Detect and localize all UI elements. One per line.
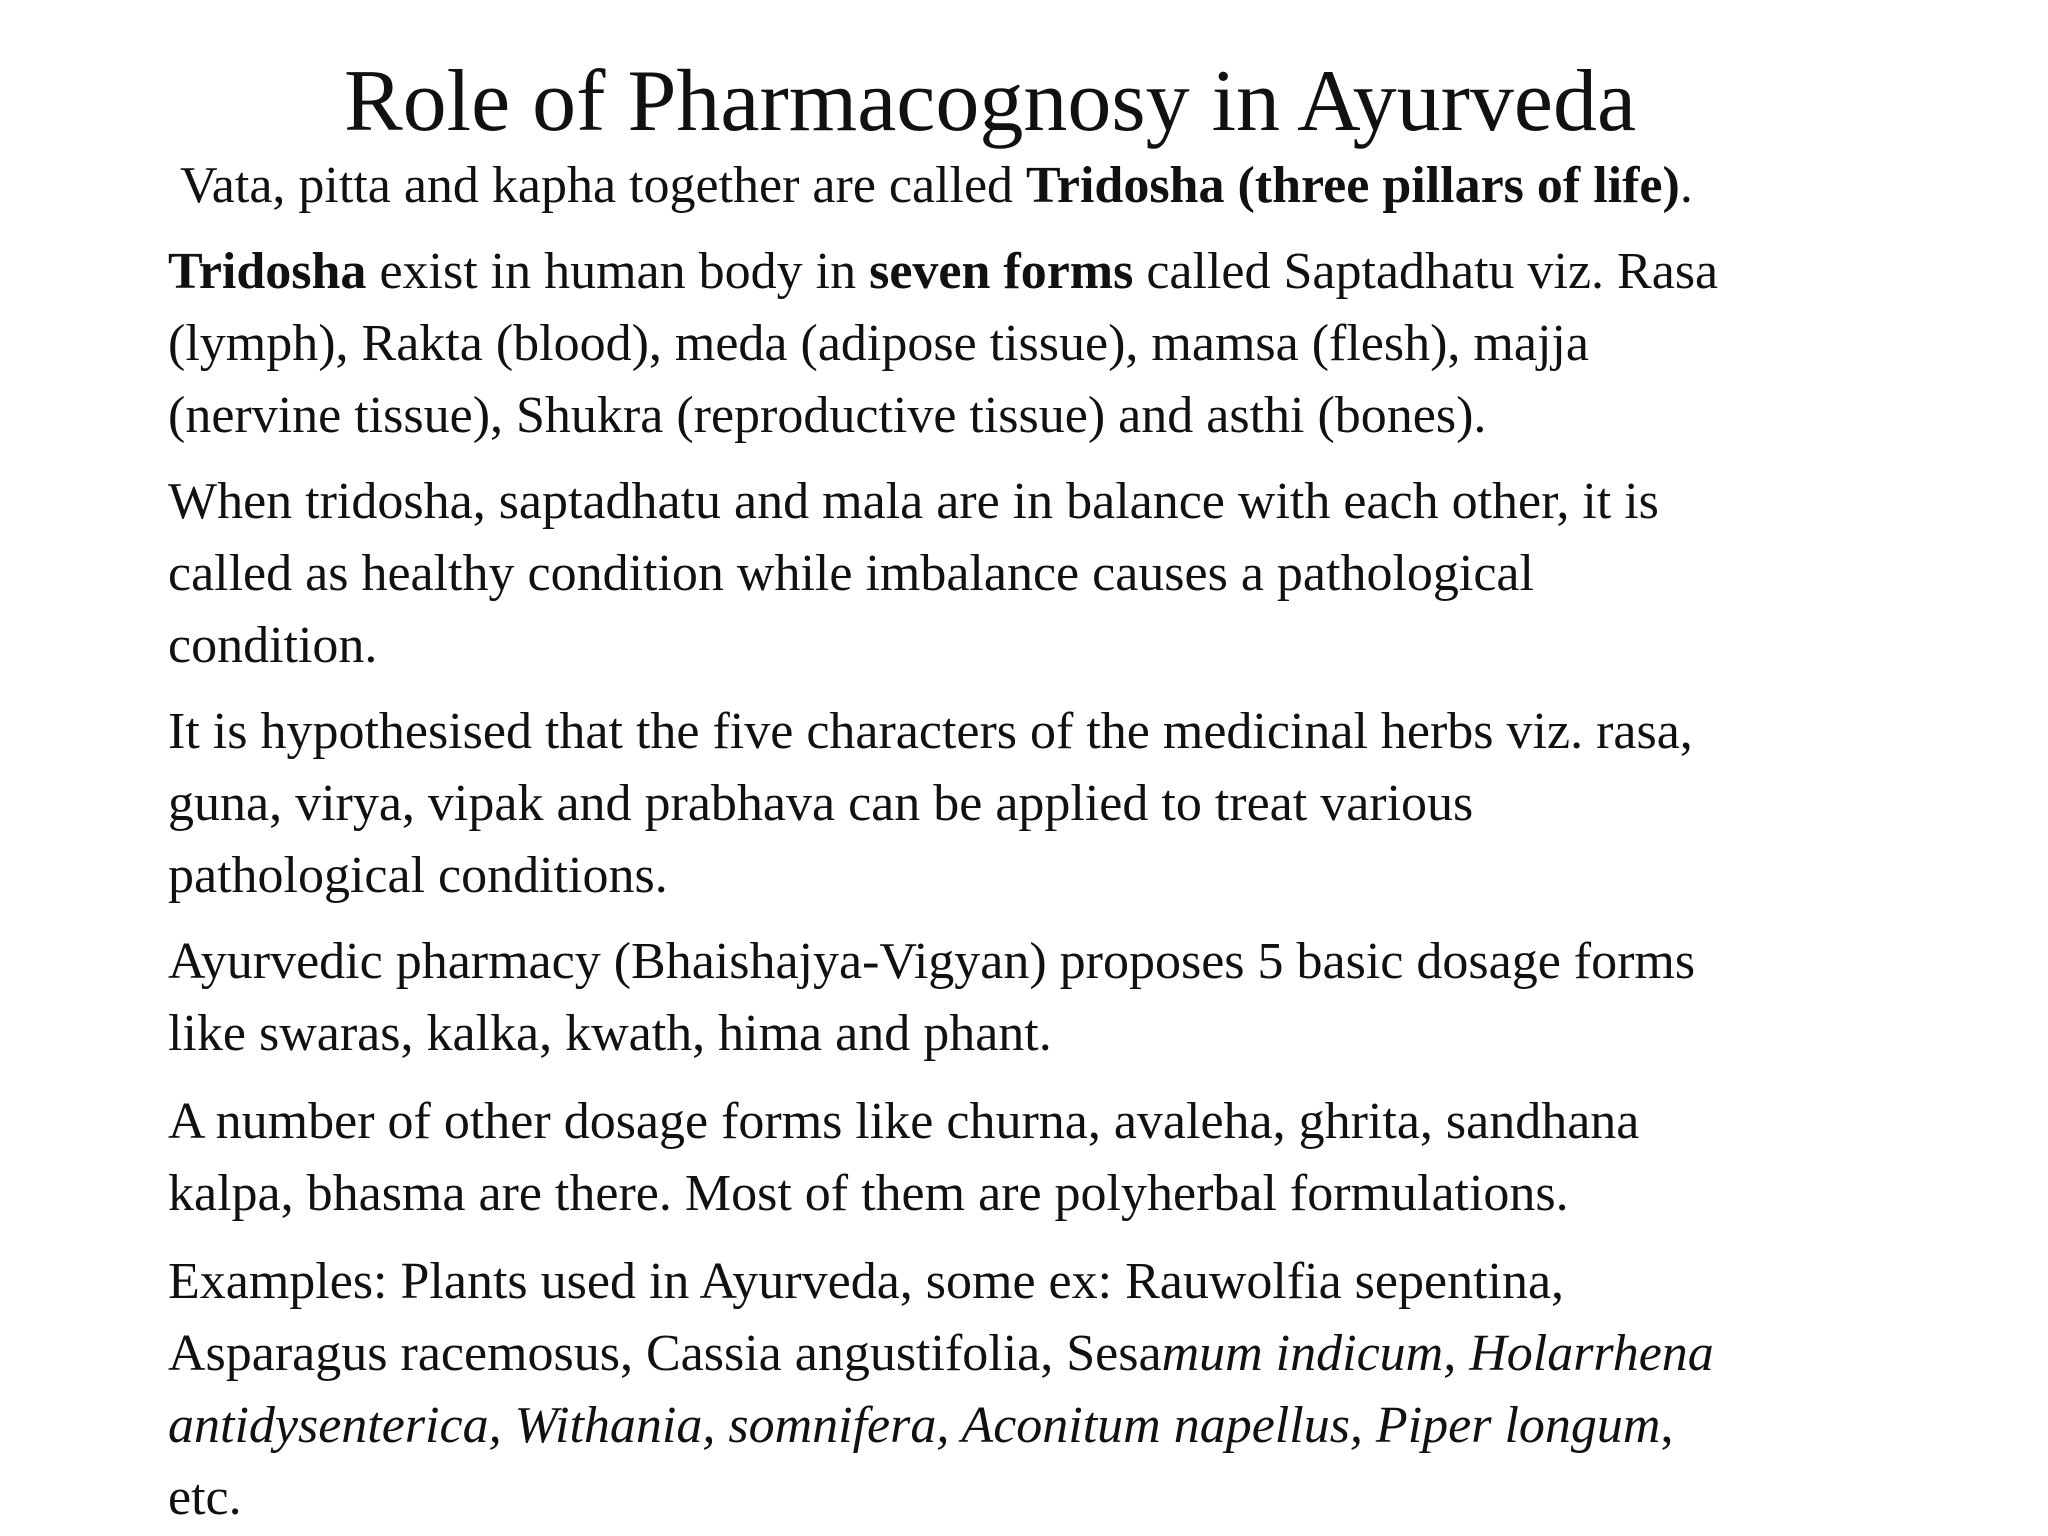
paragraph-line: (nervine tissue), Shukra (reproductive tissue) and asthi (bones).: [168, 387, 1487, 444]
paragraph-line: Asparagus racemosus, Cassia angustifolia, Sesamum indicum, Holarrhena: [168, 1325, 1714, 1382]
paragraph-line: When tridosha, saptadhatu and mala are in balance with each other, it is: [168, 473, 1659, 530]
paragraph-line: Examples: Plants used in Ayurveda, some ex: Rauwolfia sepentina,: [168, 1253, 1565, 1310]
paragraph-line: pathological conditions.: [168, 847, 668, 904]
paragraph-other-forms: [168, 1086, 2018, 1230]
bold-term: seven forms: [869, 243, 1134, 300]
paragraph-line: antidysenterica, Withania, somnifera, Aconitum napellus, Piper longum,: [168, 1397, 1674, 1454]
paragraph-line: Ayurvedic pharmacy (Bhaishajya-Vigyan) proposes 5 basic dosage forms: [168, 933, 1696, 990]
paragraph-line: guna, virya, vipak and prabhava can be applied to treat various: [168, 775, 1474, 832]
slide-title-text: Role of Pharmacognosy in Ayurveda: [343, 53, 1637, 150]
paragraph-line: kalpa, bhasma are there. Most of them are polyherbal formulations.: [168, 1165, 1569, 1222]
paragraph-line: called as healthy condition while imbalance causes a pathological: [168, 545, 1534, 602]
bold-term: Tridosha (three pillars of life): [1026, 157, 1680, 214]
paragraph-tridosha-definition: [180, 150, 2030, 222]
paragraph-herb-characters: [168, 696, 2018, 912]
paragraph-saptadhatu: [168, 236, 2018, 452]
paragraph-line: (lymph), Rakta (blood), meda (adipose tissue), mamsa (flesh), majja: [168, 315, 1589, 372]
paragraph-examples: [168, 1246, 2018, 1534]
paragraph-line: etc.: [168, 1469, 242, 1526]
paragraph-line: A number of other dosage forms like churna, avaleha, ghrita, sandhana: [168, 1093, 1640, 1150]
bold-term: Tridosha: [168, 243, 367, 300]
slide-title: [0, 52, 2048, 152]
paragraph-line: Vata, pitta and kapha together are called Tridosha (three pillars of life).: [180, 157, 1693, 214]
paragraph-line: It is hypothesised that the five characters of the medicinal herbs viz. rasa,: [168, 703, 1693, 760]
italic-plant-names: antidysenterica, Withania, somnifera, Aconitum napellus, Piper longum: [168, 1397, 1661, 1454]
italic-plant-names: mum indicum, Holarrhena: [1161, 1325, 1714, 1382]
paragraph-line: Tridosha exist in human body in seven forms called Saptadhatu viz. Rasa: [168, 243, 1719, 300]
paragraph-dosage-forms: [168, 926, 2018, 1070]
paragraph-balance: [168, 466, 2018, 682]
paragraph-line: condition.: [168, 617, 378, 674]
paragraph-line: like swaras, kalka, kwath, hima and phant.: [168, 1005, 1052, 1062]
